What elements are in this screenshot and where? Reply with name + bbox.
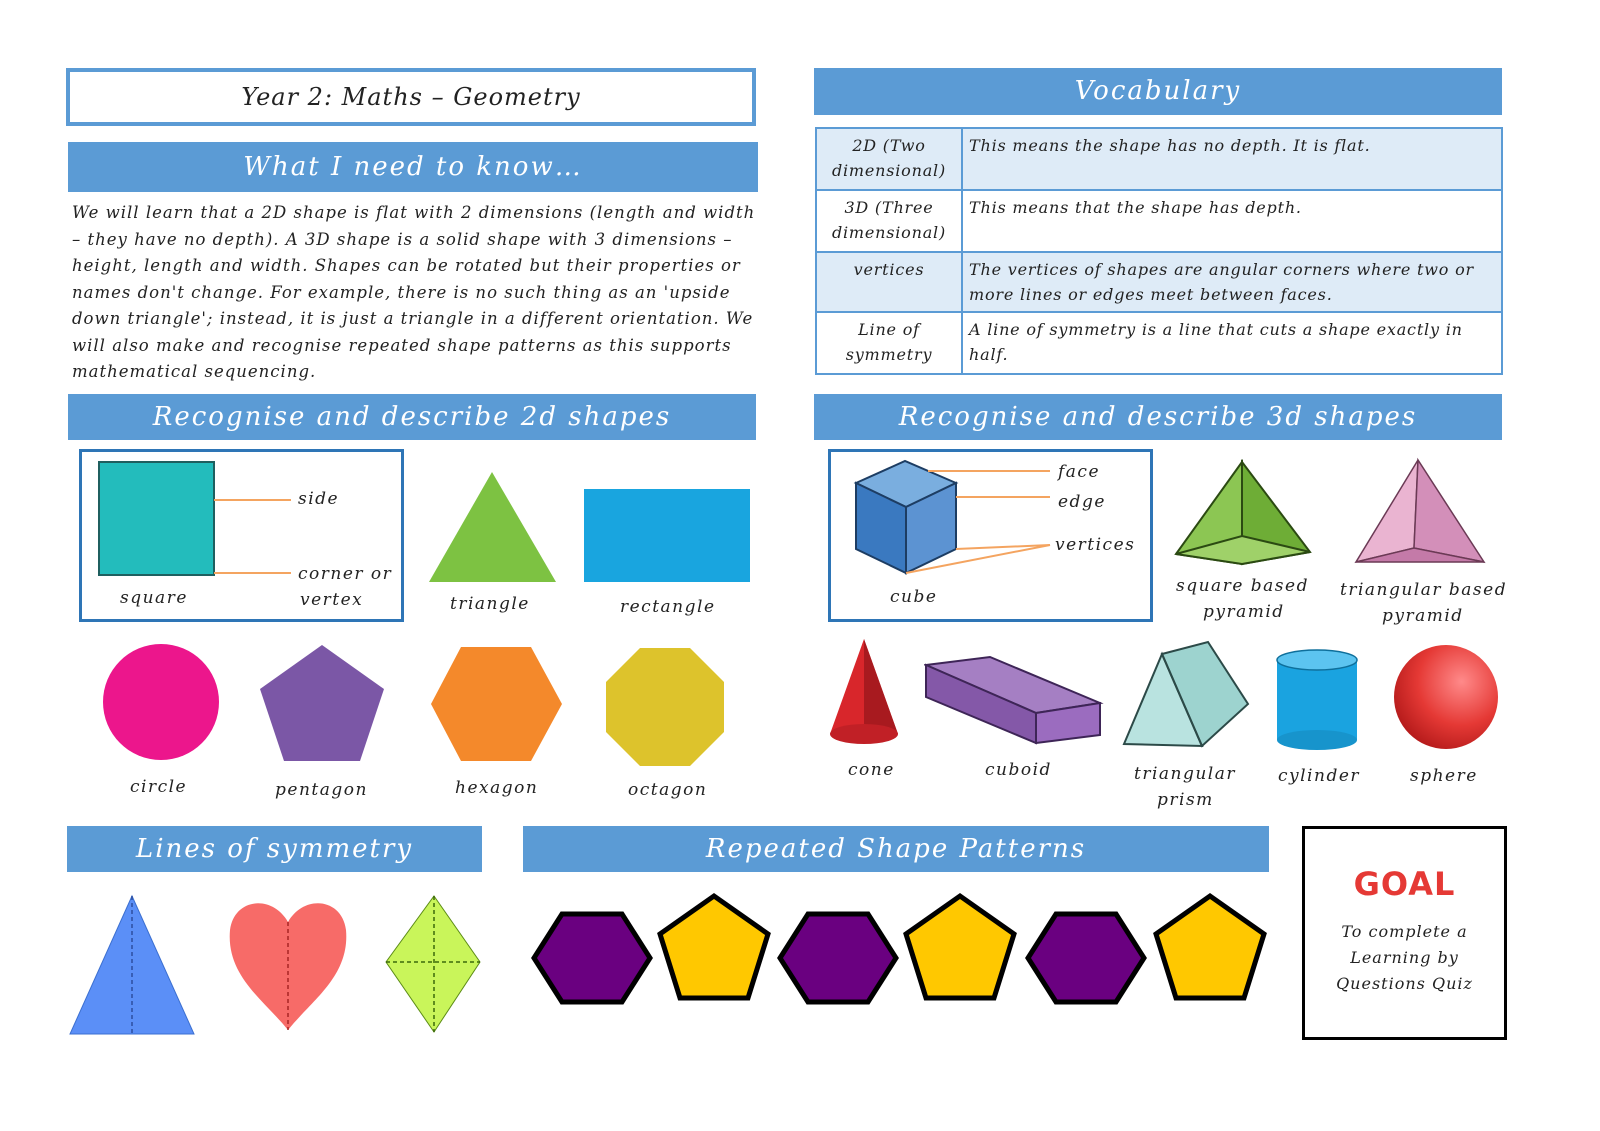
triangular-pyramid-shape: [1352, 456, 1488, 568]
cuboid-shape: [924, 655, 1104, 747]
shapes-2d-heading: Recognise and describe 2d shapes: [68, 394, 756, 440]
sphere-label: sphere: [1410, 766, 1478, 786]
vocab-term: vertices: [816, 252, 962, 312]
triangular-pyramid-label-1: triangular based: [1340, 580, 1508, 600]
pattern-pentagon: [1156, 896, 1264, 998]
corner-label: corner or: [298, 564, 393, 584]
pattern-sequence: [530, 890, 1270, 1020]
vocab-term: 3D (Three dimensional): [816, 190, 962, 252]
pentagon-shape: [258, 643, 386, 763]
vocabulary-table: [815, 127, 1503, 375]
cuboid-label: cuboid: [985, 760, 1052, 780]
vocab-definition: A line of symmetry is a line that cuts a shape exactly in half.: [962, 312, 1502, 374]
pattern-pentagon: [660, 896, 768, 998]
edge-label: edge: [1058, 492, 1106, 512]
what-i-need-heading: What I need to know…: [68, 142, 758, 192]
triangle-shape: [425, 468, 560, 586]
hexagon-label: hexagon: [455, 778, 539, 798]
cylinder-shape: [1274, 648, 1360, 752]
vocab-term: 2D (Two dimensional): [816, 128, 962, 190]
face-label: face: [1058, 462, 1101, 482]
circle-shape: [100, 642, 222, 764]
rectangle-label: rectangle: [620, 597, 716, 617]
pattern-hexagon: [780, 914, 896, 1002]
goal-text-line: Questions Quiz: [1336, 974, 1473, 993]
pattern-pentagon: [906, 896, 1014, 998]
square-shape: [99, 462, 214, 575]
rectangle-shape: [584, 489, 752, 584]
vocab-definition: This means the shape has no depth. It is flat.: [962, 128, 1502, 190]
patterns-heading: Repeated Shape Patterns: [523, 826, 1269, 872]
vocab-row: [816, 128, 1502, 190]
symmetry-kite: [386, 896, 480, 1032]
square-pyramid-label-1: square based: [1176, 576, 1309, 596]
vocab-definition: The vertices of shapes are angular corners where two or more lines or edges meet between faces.: [962, 252, 1502, 312]
triangle-label: triangle: [450, 594, 530, 614]
page-title: Year 2: Maths – Geometry: [66, 68, 756, 126]
triangular-prism-label-1: triangular: [1134, 764, 1237, 784]
octagon-shape: [604, 646, 726, 768]
cone-shape: [826, 636, 904, 748]
triangular-prism-label-2: prism: [1157, 790, 1214, 810]
vocab-definition: This means that the shape has depth.: [962, 190, 1502, 252]
square-label: square: [120, 588, 188, 608]
goal-text-line: Learning by: [1350, 948, 1459, 967]
pattern-hexagon: [534, 914, 650, 1002]
symmetry-shapes: [68, 892, 483, 1038]
pattern-hexagon: [1028, 914, 1144, 1002]
circle-label: circle: [130, 777, 188, 797]
symmetry-triangle: [70, 896, 194, 1034]
square-pyramid-shape: [1172, 458, 1314, 568]
goal-box: [1302, 826, 1507, 1040]
pentagon-label: pentagon: [275, 780, 368, 800]
cone-label: cone: [848, 760, 895, 780]
square-pyramid-label-2: pyramid: [1203, 602, 1285, 622]
vocab-row: [816, 252, 1502, 312]
triangular-pyramid-label-2: pyramid: [1382, 606, 1464, 626]
cylinder-label: cylinder: [1278, 766, 1361, 786]
vocab-row: [816, 312, 1502, 374]
vertex-label: vertex: [300, 590, 364, 610]
cube-label: cube: [890, 587, 938, 607]
goal-text-line: To complete a: [1341, 922, 1468, 941]
octagon-label: octagon: [628, 780, 708, 800]
side-label: side: [298, 489, 340, 509]
vertices-label: vertices: [1055, 535, 1136, 555]
symmetry-heading: Lines of symmetry: [67, 826, 482, 872]
vocab-term: Line of symmetry: [816, 312, 962, 374]
shapes-3d-heading: Recognise and describe 3d shapes: [814, 394, 1502, 440]
intro-text: We will learn that a 2D shape is flat with 2 dimensions (length and width – they have no depth). A 3D shape is a solid shape with 3 dimensions – height, length and width. Shapes can be rotated but their properties or names don't change. For example, there is no such thing as an 'upside down triangle'; instead, it is just a triangle in a different orientation. We will also make and recognise repeated shape patterns as this supports mathematical sequencing.: [72, 203, 756, 381]
goal-logo: GOAL: [1353, 865, 1456, 903]
hexagon-shape: [429, 645, 564, 763]
sphere-shape: [1392, 643, 1502, 753]
triangular-prism-shape: [1122, 640, 1250, 750]
vocabulary-heading: Vocabulary: [814, 68, 1502, 115]
vocab-row: [816, 190, 1502, 252]
